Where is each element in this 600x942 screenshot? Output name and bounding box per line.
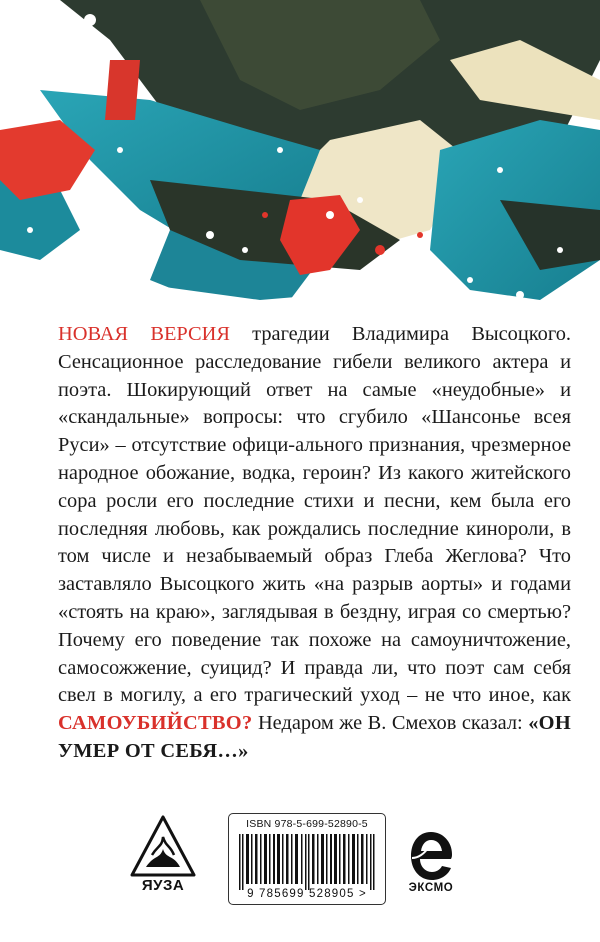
line-14: поведение так похоже на самоуничтожение, <box>171 628 571 651</box>
eksmo-label: ЭКСМО <box>408 882 454 894</box>
line-11: Глеба Жеглова? Что заставляло Высоцкого жить <box>58 545 571 596</box>
description-paragraph <box>58 321 571 766</box>
suicide-highlight: САМОУБИЙСТВО? <box>58 712 253 735</box>
line-2: Сенсационное расследование гибели великого <box>58 350 481 373</box>
line-12: «на разрыв аорты» и годами «стоять на краю», <box>58 573 571 623</box>
new-version-highlight: НОВАЯ ВЕРСИЯ <box>58 323 230 345</box>
line-8: росли его последние стихи и песни, кем была его <box>106 489 571 512</box>
line-5: сгубило «Шансонье всея Руси» – отсутствие офици- <box>58 406 571 457</box>
quote: «ОН УМЕР ОТ СЕБЯ…» <box>58 712 572 762</box>
isbn-barcode-block <box>228 813 386 905</box>
last-line-start: В. Смехов сказал: <box>367 712 529 735</box>
line-6: ального признания, чрезмерное народное обожание, <box>58 434 572 484</box>
after-red: Недаром же <box>252 712 363 735</box>
line-4: «неудобные» и «скандальные» вопросы: что <box>58 378 571 429</box>
line-3: актера и поэта. Шокирующий ответ на самые <box>58 350 572 401</box>
line-15: самосожжение, суицид? И правда ли, что поэт <box>58 656 485 679</box>
line-9: последняя любовь, как рождались последние <box>58 517 459 540</box>
yauza-label: ЯУЗА <box>141 877 185 894</box>
barcode-icon <box>237 834 379 890</box>
line-1: трагедии Владимира Высоцкого. <box>229 323 571 345</box>
isbn-number: ISBN 978-5-699-52890-5 <box>246 818 368 830</box>
line-13: заглядывая в бездну, играя со смертью? Почему его <box>58 600 571 651</box>
line-7: водка, героин? Из какого житейского сора <box>58 461 571 512</box>
isbn-digits: 9 785699 528905 > <box>247 888 367 900</box>
cover-artwork <box>0 0 600 320</box>
line-10: кинороли, в том числе и незабываемый образ <box>58 517 571 568</box>
line-17: что иное, как <box>452 684 571 707</box>
line-16: сам себя свел в могилу, а его трагический уход – не <box>58 656 571 707</box>
book-description <box>58 321 571 766</box>
eksmo-logo-icon <box>408 828 454 884</box>
